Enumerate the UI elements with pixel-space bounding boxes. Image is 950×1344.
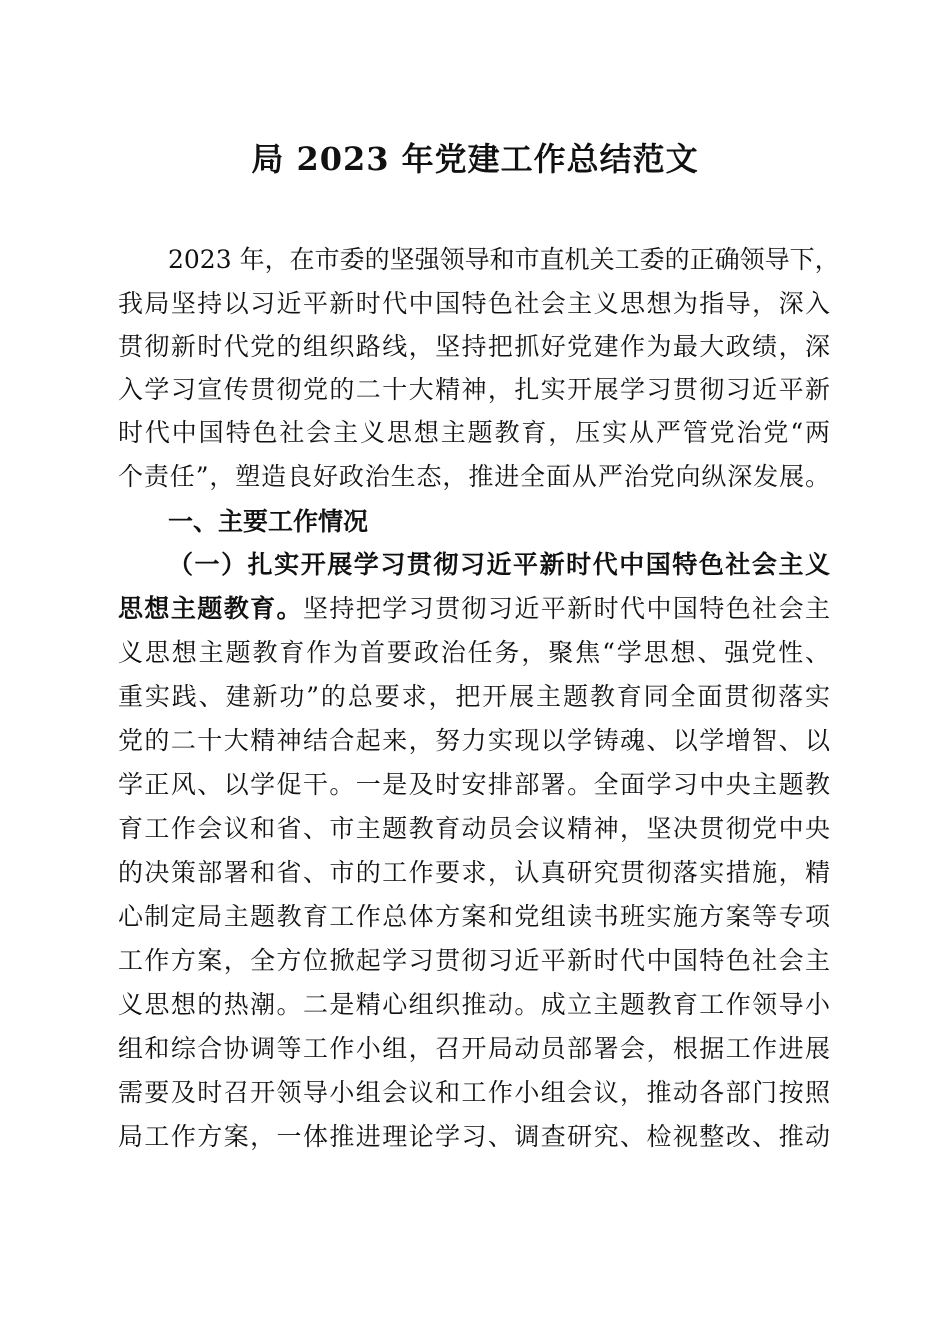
- subsection-heading-tail: 思想主题教育。: [118, 594, 303, 623]
- paragraph-line: [118, 587, 830, 631]
- paragraph-line: 义思想主题教育作为首要政治任务，聚焦“学思想、强党性、: [118, 638, 830, 667]
- paragraph-text: 坚持把学习贯彻习近平新时代中国特色社会主: [302, 594, 830, 623]
- paragraph-line: 入学习宣传贯彻党的二十大精神，扎实开展学习贯彻习近平新: [118, 375, 830, 404]
- paragraph-line: 我局坚持以习近平新时代中国特色社会主义思想为指导，深入: [118, 289, 830, 318]
- paragraph-line: 心制定局主题教育工作总体方案和党组读书班实施方案等专项: [118, 902, 830, 931]
- paragraph-line: 贯彻新时代党的组织路线，坚持把抓好党建作为最大政绩，深: [118, 332, 830, 361]
- section-heading: 一、主要工作情况: [168, 507, 369, 536]
- paragraph-line: 义思想的热潮。二是精心组织推动。成立主题教育工作领导小: [118, 990, 830, 1019]
- document-title: 局 2023 年党建工作总结范文: [251, 140, 699, 178]
- paragraph-line: 时代中国特色社会主义思想主题教育，压实从严管党治党“两: [118, 418, 830, 447]
- paragraph-line: 工作方案，全方位掀起学习贯彻习近平新时代中国特色社会主: [118, 946, 830, 975]
- paragraph-line: 2023 年，在市委的坚强领导和市直机关工委的正确领导下，: [168, 245, 840, 274]
- paragraph-line: 的决策部署和省、市的工作要求，认真研究贯彻落实措施，精: [118, 858, 830, 887]
- paragraph-line: 党的二十大精神结合起来，努力实现以学铸魂、以学增智、以: [118, 726, 830, 755]
- paragraph-line: 育工作会议和省、市主题教育动员会议精神，坚决贯彻党中央: [118, 814, 830, 843]
- paragraph-line: 重实践、建新功”的总要求，把开展主题教育同全面贯彻落实: [118, 682, 830, 711]
- paragraph-line: 局工作方案，一体推进理论学习、调查研究、检视整改、推动: [118, 1122, 830, 1151]
- paragraph-line: 组和综合协调等工作小组，召开局动员部署会，根据工作进展: [118, 1034, 830, 1063]
- paragraph-line: 学正风、以学促干。一是及时安排部署。全面学习中央主题教: [118, 770, 830, 799]
- paragraph-line: 需要及时召开领导小组会议和工作小组会议，推动各部门按照: [118, 1078, 830, 1107]
- paragraph-line: 个责任”，塑造良好政治生态，推进全面从严治党向纵深发展。: [118, 462, 830, 491]
- subsection-heading: （一）扎实开展学习贯彻习近平新时代中国特色社会主义: [168, 550, 830, 579]
